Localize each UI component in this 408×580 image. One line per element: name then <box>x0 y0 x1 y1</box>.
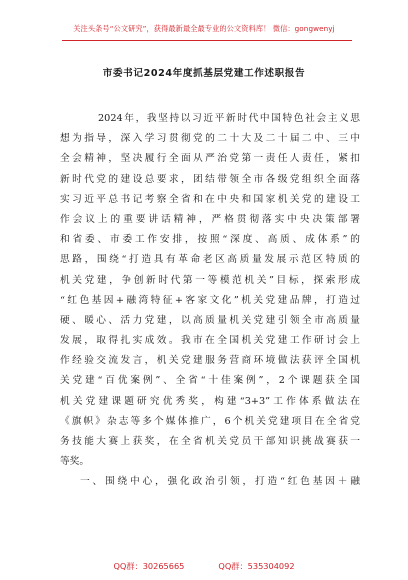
body-line: 新时代党的建设总要求，团结带领全市各级党组织全面落 <box>60 173 360 185</box>
footer-contact <box>0 561 408 572</box>
header-notice: 关注头条号“公文研究”，获得最新最全最专业的公文资料库！ 微信：gongwenyj <box>73 24 335 33</box>
document-body <box>60 109 360 493</box>
body-line: 和省委、市委工作安排，按照“深度、高质、成体系”的 <box>60 234 360 246</box>
body-line: 发展，取得扎实成效。我市在全国机关党建工作研讨会上 <box>60 335 360 347</box>
body-line: 思路，围绕“打造具有革命老区高质量发展示范区特质的 <box>60 254 360 266</box>
footer-qq-group-1: QQ群：30265665 <box>113 561 185 571</box>
header-divider <box>62 40 352 41</box>
body-line: 机关党建，争创新时代第一等模范机关”目标，探索形成 <box>60 274 360 286</box>
section-heading-line: 一、围绕中心，强化政治引领，打造“红色基因＋融 <box>80 476 360 488</box>
body-line: 关党建“百优案例”、全省“十佳案例”，2个课题获全国 <box>60 375 360 387</box>
body-line: 作会议上的重要讲话精神，严格贯彻落实中央决策部署 <box>60 213 360 225</box>
body-line: 全会精神，坚决履行全面从严治党第一责任人责任，紧扣 <box>60 153 360 165</box>
footer-qq-group-2: QQ群：535304092 <box>218 561 295 571</box>
body-line: 硬、暖心、活力党建，以高质量机关党建引领全市高质量 <box>60 314 360 326</box>
body-line: “红色基因+融湾特征+客家文化”机关党建品牌，打造过 <box>60 294 360 306</box>
body-line: 机关党建课题研究优秀奖，构建“3+3”工作体系做法在 <box>60 395 360 407</box>
body-line: 2024年，我坚持以习近平新时代中国特色社会主义思 <box>98 113 360 124</box>
body-line: 作经验交流发言，机关党建服务营商环境做法获评全国机 <box>60 355 360 367</box>
body-line: 等奖。 <box>60 456 90 468</box>
body-line: 《旗帜》杂志等多个媒体推广，6个机关党建项目在全省党 <box>60 415 360 427</box>
body-line: 实习近平总书记考察全省和在中央和国家机关党的建设工 <box>60 193 360 205</box>
document-title: 市委书记2024年度抓基层党建工作述职报告 <box>102 68 306 79</box>
body-line: 务技能大赛上获奖，在全省机关党员干部知识挑战赛获一 <box>60 436 360 447</box>
body-line: 想为指导，深入学习贯彻党的二十大及二十届二中、三中 <box>60 133 360 145</box>
